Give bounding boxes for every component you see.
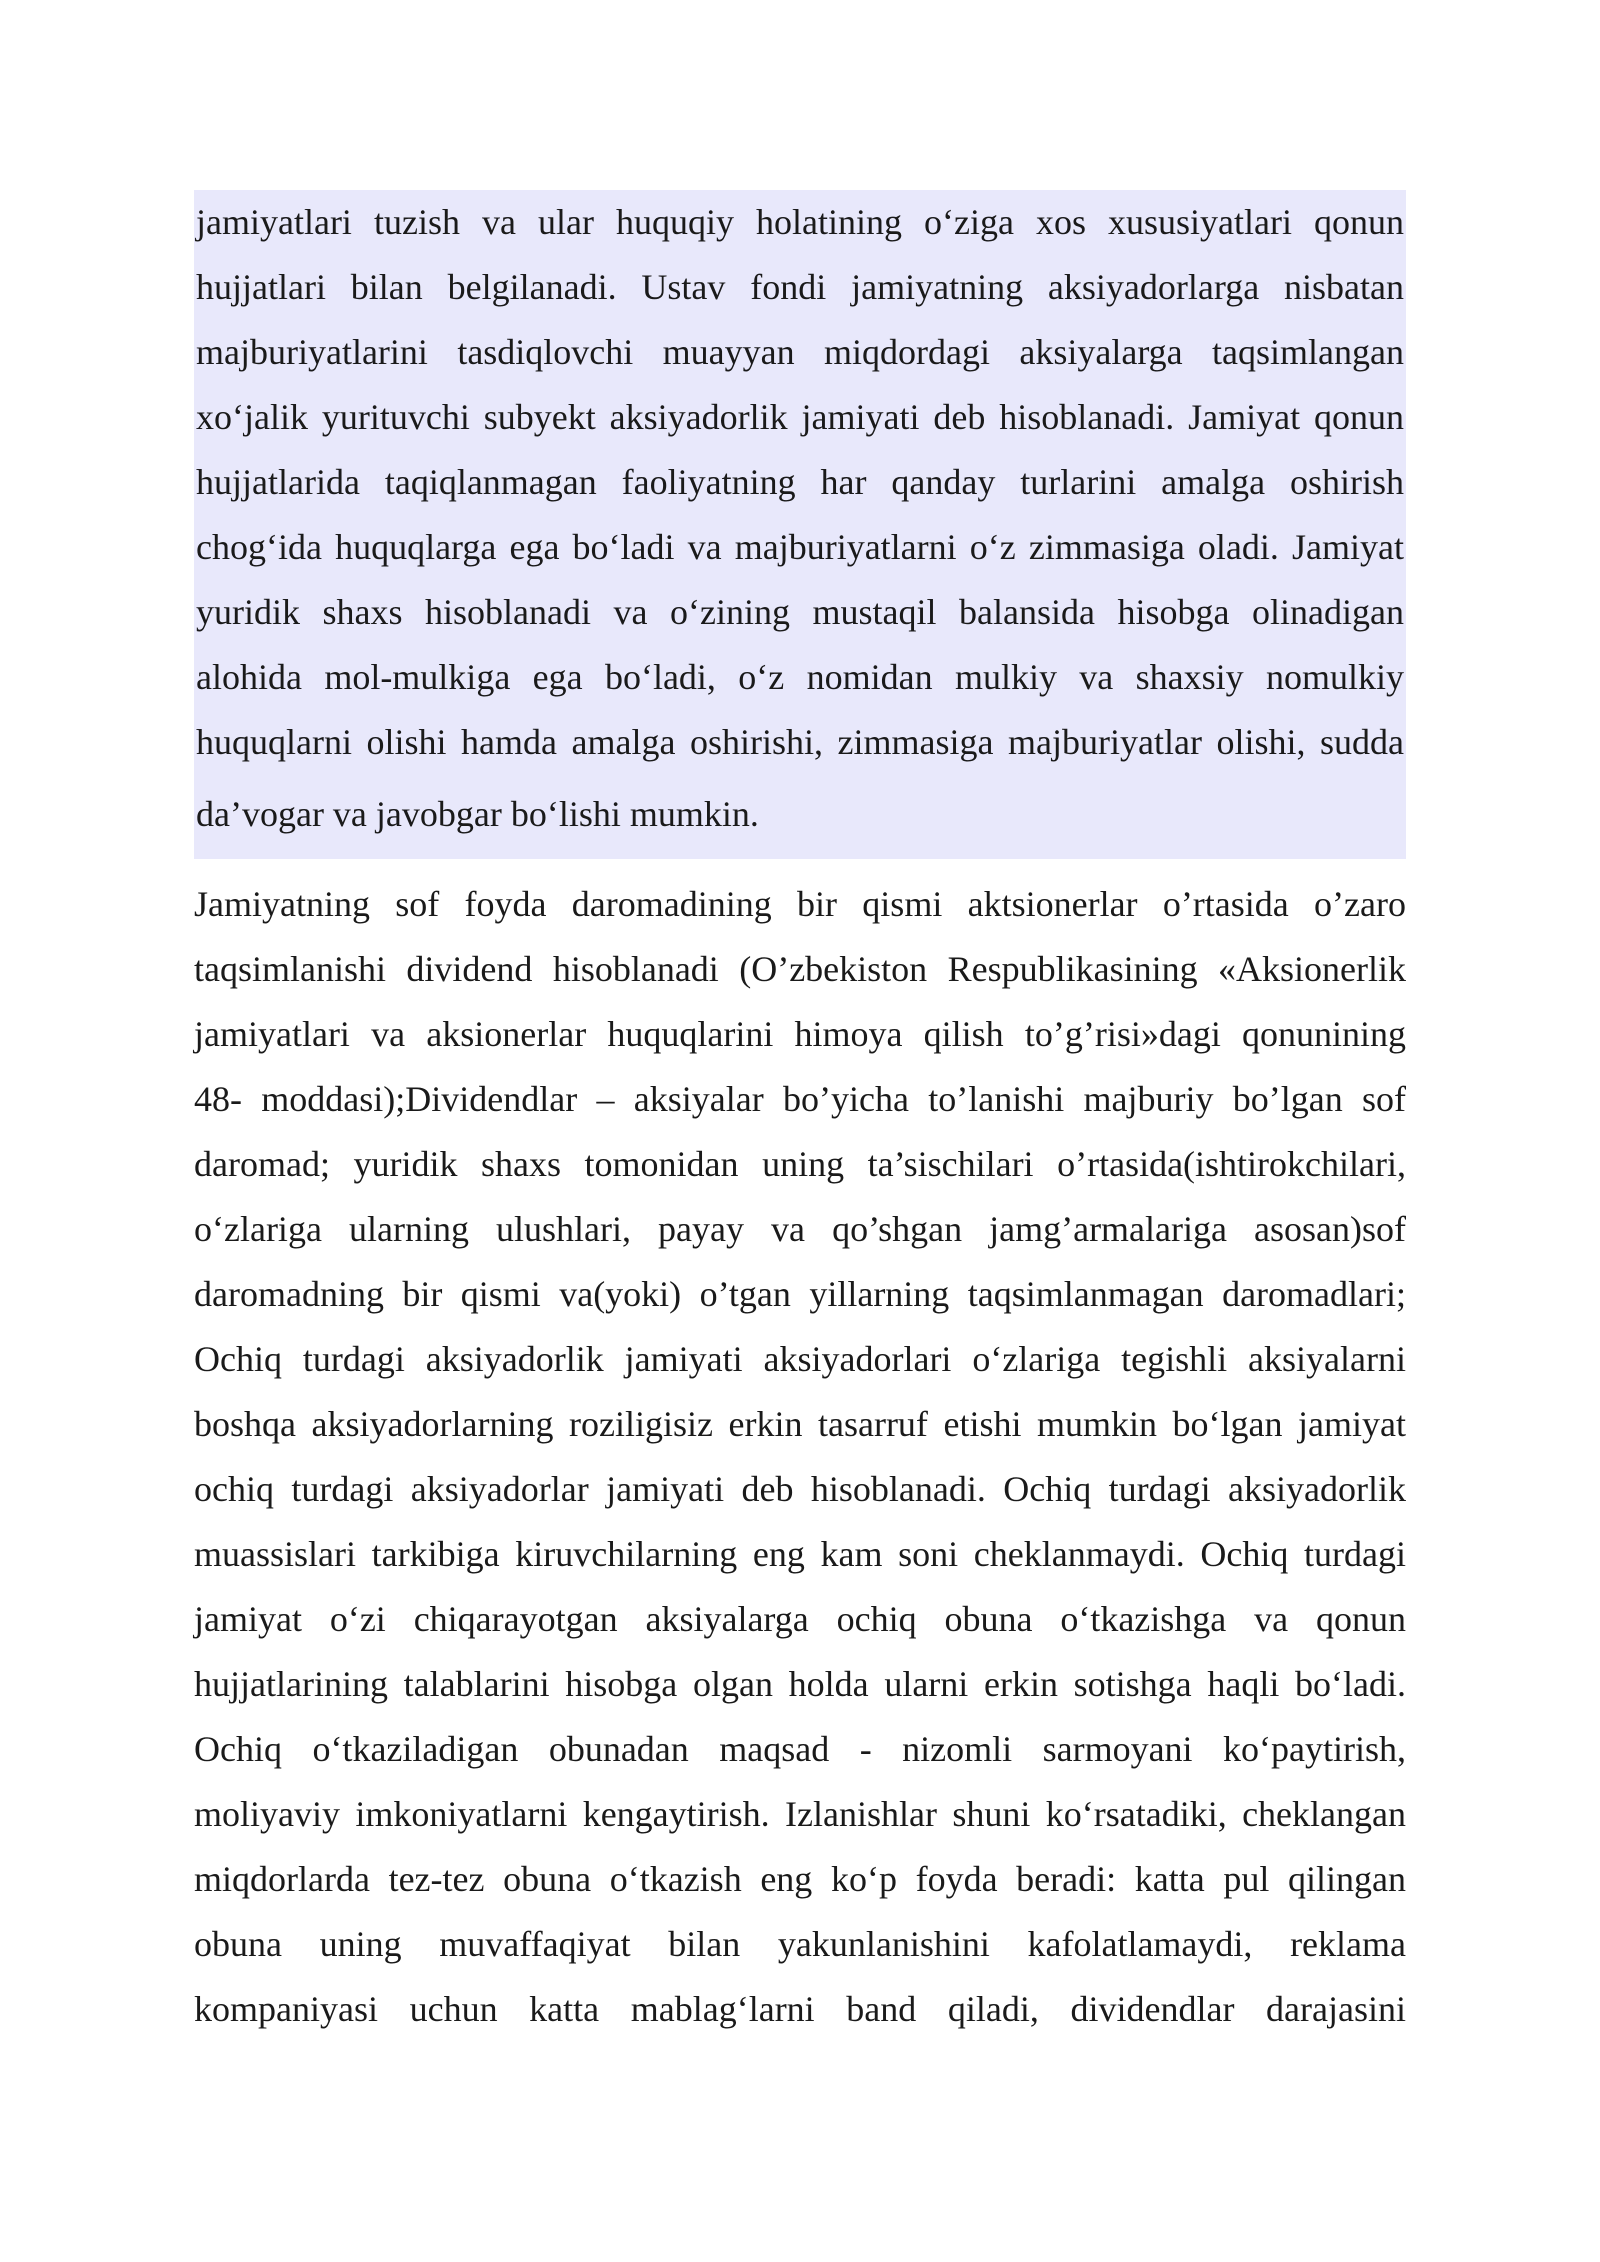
text-line: daromad; yuridik shaxs tomonidan uning ta’sischilari o’rtasida(ishtirokchilari,: [194, 1144, 1406, 1184]
plain-paragraph: [194, 872, 1406, 2042]
text-line: Ochiq turdagi aksiyadorlik jamiyati aksiyadorlari o‘zlariga tegishli aksiyalarni: [194, 1339, 1406, 1379]
text-line: 48- moddasi);Dividendlar – aksiyalar bo’yicha to’lanishi majburiy bo’lgan sof: [194, 1079, 1406, 1119]
text-line: muassislari tarkibiga kiruvchilarning eng kam soni cheklanmaydi. Ochiq turdagi: [194, 1534, 1406, 1574]
text-line: yuridik shaxs hisoblanadi va o‘zining mustaqil balansida hisobga olinadigan: [196, 592, 1404, 632]
text-line: hujjatlarining talablarini hisobga olgan holda ularni erkin sotishga haqli bo‘ladi.: [194, 1664, 1406, 1704]
text-line: jamiyatlari tuzish va ular huquqiy holatining o‘ziga xos xususiyatlari qonun: [196, 202, 1404, 242]
text-line: xo‘jalik yurituvchi subyekt aksiyadorlik jamiyati deb hisoblanadi. Jamiyat qonun: [196, 397, 1404, 437]
text-line: Ochiq o‘tkaziladigan obunadan maqsad - nizomli sarmoyani ko‘paytirish,: [194, 1729, 1406, 1769]
text-line: moliyaviy imkoniyatlarni kengaytirish. Izlanishlar shuni ko‘rsatadiki, cheklangan: [194, 1794, 1406, 1834]
text-line: ochiq turdagi aksiyadorlar jamiyati deb hisoblanadi. Ochiq turdagi aksiyadorlik: [194, 1469, 1406, 1509]
text-line: da’vogar va javobgar bo‘lishi mumkin.: [196, 794, 759, 834]
text-line: hujjatlarida taqiqlanmagan faoliyatning har qanday turlarini amalga oshirish: [196, 462, 1404, 502]
text-line: obuna uning muvaffaqiyat bilan yakunlanishini kafolatlamaydi, reklama: [194, 1924, 1406, 1964]
text-line: kompaniyasi uchun katta mablag‘larni band qiladi, dividendlar darajasini: [194, 1989, 1406, 2029]
text-line: o‘zlariga ularning ulushlari, payay va qo’shgan jamg’armalariga asosan)sof: [194, 1209, 1406, 1249]
text-line: chog‘ida huquqlarga ega bo‘ladi va majburiyatlarni o‘z zimmasiga oladi. Jamiyat: [196, 527, 1404, 567]
text-line: hujjatlari bilan belgilanadi. Ustav fondi jamiyatning aksiyadorlarga nisbatan: [196, 267, 1404, 307]
text-line: miqdorlarda tez-tez obuna o‘tkazish eng ko‘p foyda beradi: katta pul qilingan: [194, 1859, 1406, 1899]
text-line: jamiyatlari va aksionerlar huquqlarini himoya qilish to’g’risi»dagi qonunining: [194, 1014, 1406, 1054]
text-line: jamiyat o‘zi chiqarayotgan aksiyalarga ochiq obuna o‘tkazishga va qonun: [194, 1599, 1406, 1639]
text-line: boshqa aksiyadorlarning roziligisiz erkin tasarruf etishi mumkin bo‘lgan jamiyat: [194, 1404, 1406, 1444]
text-line: alohida mol-mulkiga ega bo‘ladi, o‘z nomidan mulkiy va shaxsiy nomulkiy: [196, 657, 1404, 697]
highlighted-paragraph: [194, 190, 1406, 859]
text-line: daromadning bir qismi va(yoki) o’tgan yillarning taqsimlanmagan daromadlari;: [194, 1274, 1406, 1314]
text-line: Jamiyatning sof foyda daromadining bir qismi aktsionerlar o’rtasida o’zaro: [194, 884, 1406, 924]
text-line: huquqlarni olishi hamda amalga oshirishi, zimmasiga majburiyatlar olishi, sudda: [196, 722, 1404, 762]
text-line: taqsimlanishi dividend hisoblanadi (O’zbekiston Respublikasining «Aksionerlik: [194, 949, 1406, 989]
text-line: majburiyatlarini tasdiqlovchi muayyan miqdordagi aksiyalarga taqsimlangan: [196, 332, 1404, 372]
